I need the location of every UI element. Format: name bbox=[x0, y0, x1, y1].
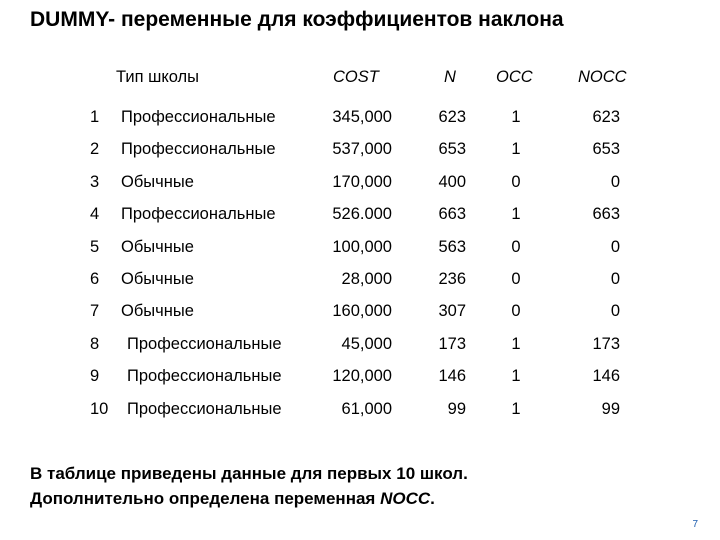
row-nocc: 653 bbox=[592, 140, 620, 158]
footnote-period: . bbox=[430, 489, 435, 508]
row-cost: 170,000 bbox=[332, 173, 392, 191]
row-school-type: Профессиональные bbox=[127, 335, 282, 353]
row-school-type: Профессиональные bbox=[121, 108, 276, 126]
row-number: 5 bbox=[90, 238, 100, 256]
row-cost: 100,000 bbox=[332, 238, 392, 256]
footnote-line-2 bbox=[30, 486, 468, 511]
row-number: 8 bbox=[90, 335, 100, 353]
row-occ: 1 bbox=[511, 367, 521, 385]
row-cost: 45,000 bbox=[341, 335, 392, 353]
row-school-type: Обычные bbox=[121, 270, 194, 288]
row-cost: 120,000 bbox=[332, 367, 392, 385]
row-school-type: Профессиональные bbox=[127, 400, 282, 418]
row-n: 146 bbox=[438, 367, 466, 385]
row-n: 236 bbox=[438, 270, 466, 288]
row-nocc: 99 bbox=[601, 400, 620, 418]
row-nocc: 0 bbox=[610, 173, 620, 191]
row-occ: 0 bbox=[511, 238, 521, 256]
footnote bbox=[30, 461, 468, 511]
row-nocc: 623 bbox=[592, 108, 620, 126]
row-number: 10 bbox=[90, 400, 109, 418]
row-number: 3 bbox=[90, 173, 100, 191]
row-nocc: 0 bbox=[610, 302, 620, 320]
header-n: N bbox=[444, 68, 456, 86]
row-occ: 1 bbox=[511, 400, 521, 418]
row-school-type: Профессиональные bbox=[121, 140, 276, 158]
row-cost: 28,000 bbox=[341, 270, 392, 288]
header-occ: OCC bbox=[496, 68, 533, 86]
row-nocc: 0 bbox=[610, 270, 620, 288]
row-school-type: Обычные bbox=[121, 302, 194, 320]
row-number: 4 bbox=[90, 205, 100, 223]
row-occ: 1 bbox=[511, 108, 521, 126]
row-cost: 526.000 bbox=[332, 205, 392, 223]
row-n: 653 bbox=[438, 140, 466, 158]
row-occ: 0 bbox=[511, 173, 521, 191]
row-number: 1 bbox=[90, 108, 100, 126]
footnote-line-1: В таблице приведены данные для первых 10 школ. bbox=[30, 464, 468, 483]
row-nocc: 146 bbox=[592, 367, 620, 385]
row-occ: 0 bbox=[511, 302, 521, 320]
row-nocc: 0 bbox=[610, 238, 620, 256]
row-cost: 345,000 bbox=[332, 108, 392, 126]
row-n: 307 bbox=[438, 302, 466, 320]
row-cost: 160,000 bbox=[332, 302, 392, 320]
row-cost: 61,000 bbox=[341, 400, 392, 418]
footnote-line-2-text: Дополнительно определена переменная bbox=[30, 489, 381, 508]
row-occ: 0 bbox=[511, 270, 521, 288]
footnote-variable: NOCC bbox=[380, 489, 431, 508]
row-nocc: 173 bbox=[592, 335, 620, 353]
header-school-type: Тип школы bbox=[116, 68, 200, 86]
row-number: 9 bbox=[90, 367, 100, 385]
slide-title: DUMMY- переменные для коэффициентов наклона bbox=[30, 8, 564, 31]
row-school-type: Обычные bbox=[121, 238, 194, 256]
row-cost: 537,000 bbox=[332, 140, 392, 158]
row-school-type: Профессиональные bbox=[121, 205, 276, 223]
row-n: 99 bbox=[447, 400, 466, 418]
row-occ: 1 bbox=[511, 335, 521, 353]
row-occ: 1 bbox=[511, 140, 521, 158]
row-n: 663 bbox=[438, 205, 466, 223]
row-nocc: 663 bbox=[592, 205, 620, 223]
row-school-type: Обычные bbox=[121, 173, 194, 191]
row-number: 6 bbox=[90, 270, 100, 288]
row-number: 7 bbox=[90, 302, 100, 320]
row-n: 563 bbox=[438, 238, 466, 256]
header-nocc: NOCC bbox=[578, 68, 627, 86]
row-n: 173 bbox=[438, 335, 466, 353]
row-n: 623 bbox=[438, 108, 466, 126]
row-occ: 1 bbox=[511, 205, 521, 223]
row-number: 2 bbox=[90, 140, 100, 158]
row-school-type: Профессиональные bbox=[127, 367, 282, 385]
header-cost: COST bbox=[333, 68, 379, 86]
page-number: 7 bbox=[692, 519, 698, 530]
row-n: 400 bbox=[438, 173, 466, 191]
